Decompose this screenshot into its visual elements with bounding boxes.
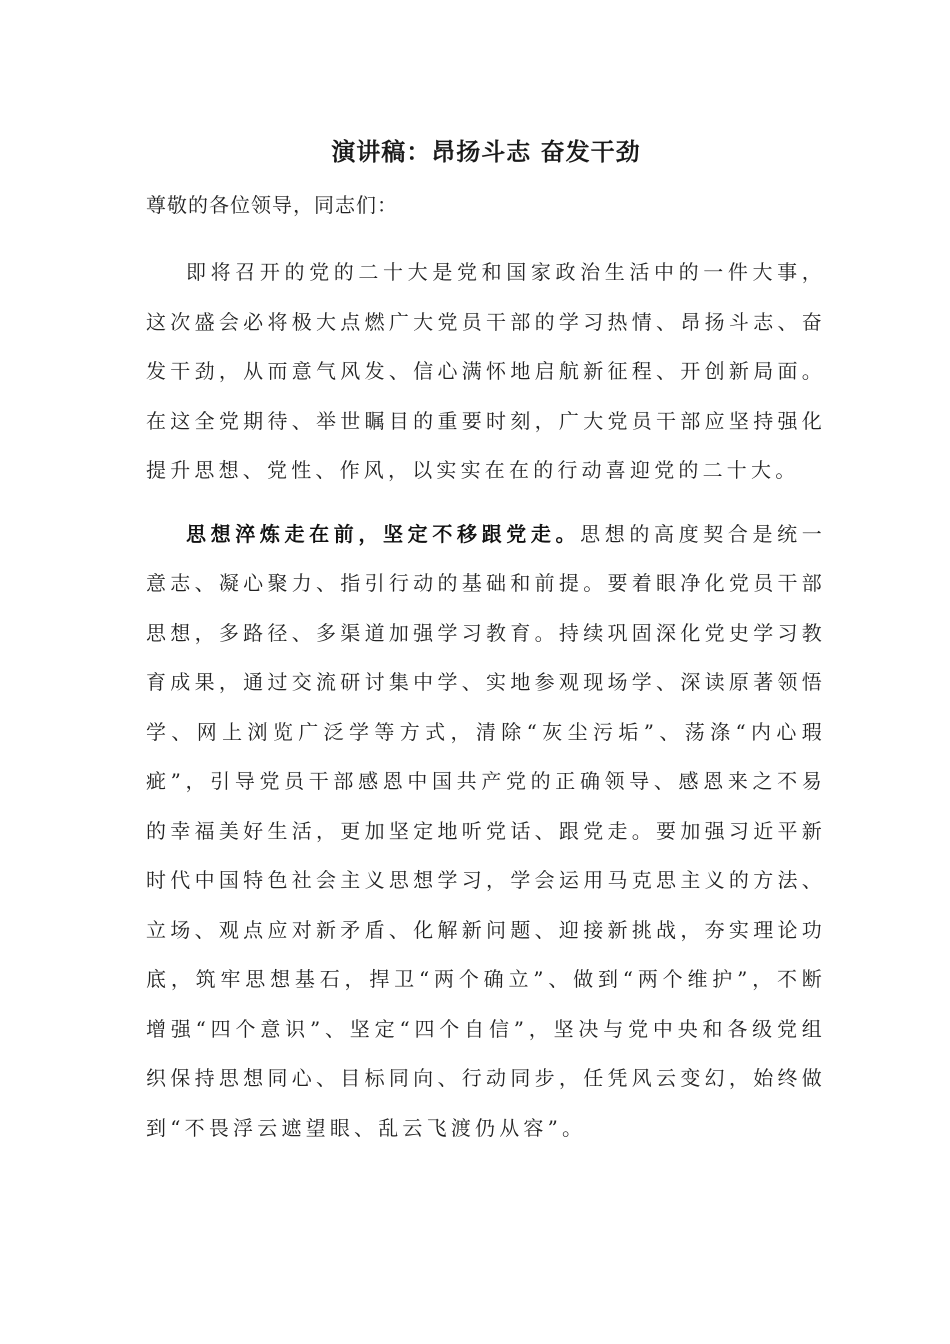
salutation: 尊敬的各位领导，同志们： <box>146 193 398 217</box>
paragraph-thought-text: 思想的高度契合是统一意志、凝心聚力、指引行动的基础和前提。要着眼净化党员干部思想，多路径、多渠道加强学习教育。持续巩固深化党史学习教育成果，通过交流研讨集中学、实地参观现场学、深读原著领悟学、网上浏览广泛学等方式，清除“灰尘污垢”、荡涤“内心瑕疵”，引导党员干部感恩中国共产党的正确领导、感恩来之不易的幸福美好生活，更加坚定地听党话、跟党走。要加强习近平新时代中国特色社会主义思想学习，学会运用马克思主义的方法、立场、观点应对新矛盾、化解新问题、迎接新挑战，夯实理论功底，筑牢思想基石，捍卫“两个确立”、做到“两个维护”，不断增强“四个意识”、坚定“四个自信”，坚决与党中央和各级党组织保持思想同心、目标同向、行动同步，任凭风云变幻，始终做到“不畏浮云遮望眼、乱云飞渡仍从容”。 <box>146 521 827 1140</box>
document-title: 演讲稿：昂扬斗志 奋发干劲 <box>331 137 641 166</box>
paragraph-thought <box>146 510 826 1154</box>
paragraph-intro-text: 即将召开的党的二十大是党和国家政治生活中的一件大事，这次盛会必将极大点燃广大党员干部的学习热情、昂扬斗志、奋发干劲，从而意气风发、信心满怀地启航新征程、开创新局面。在这全党期待、举世瞩目的重要时刻，广大党员干部应坚持强化提升思想、党性、作风，以实实在在的行动喜迎党的二十大。 <box>146 260 826 482</box>
document-page <box>146 130 826 1153</box>
paragraph-lead-heading: 思想淬炼走在前，坚定不移跟党走。 <box>186 521 581 546</box>
paragraph-intro <box>146 248 826 496</box>
